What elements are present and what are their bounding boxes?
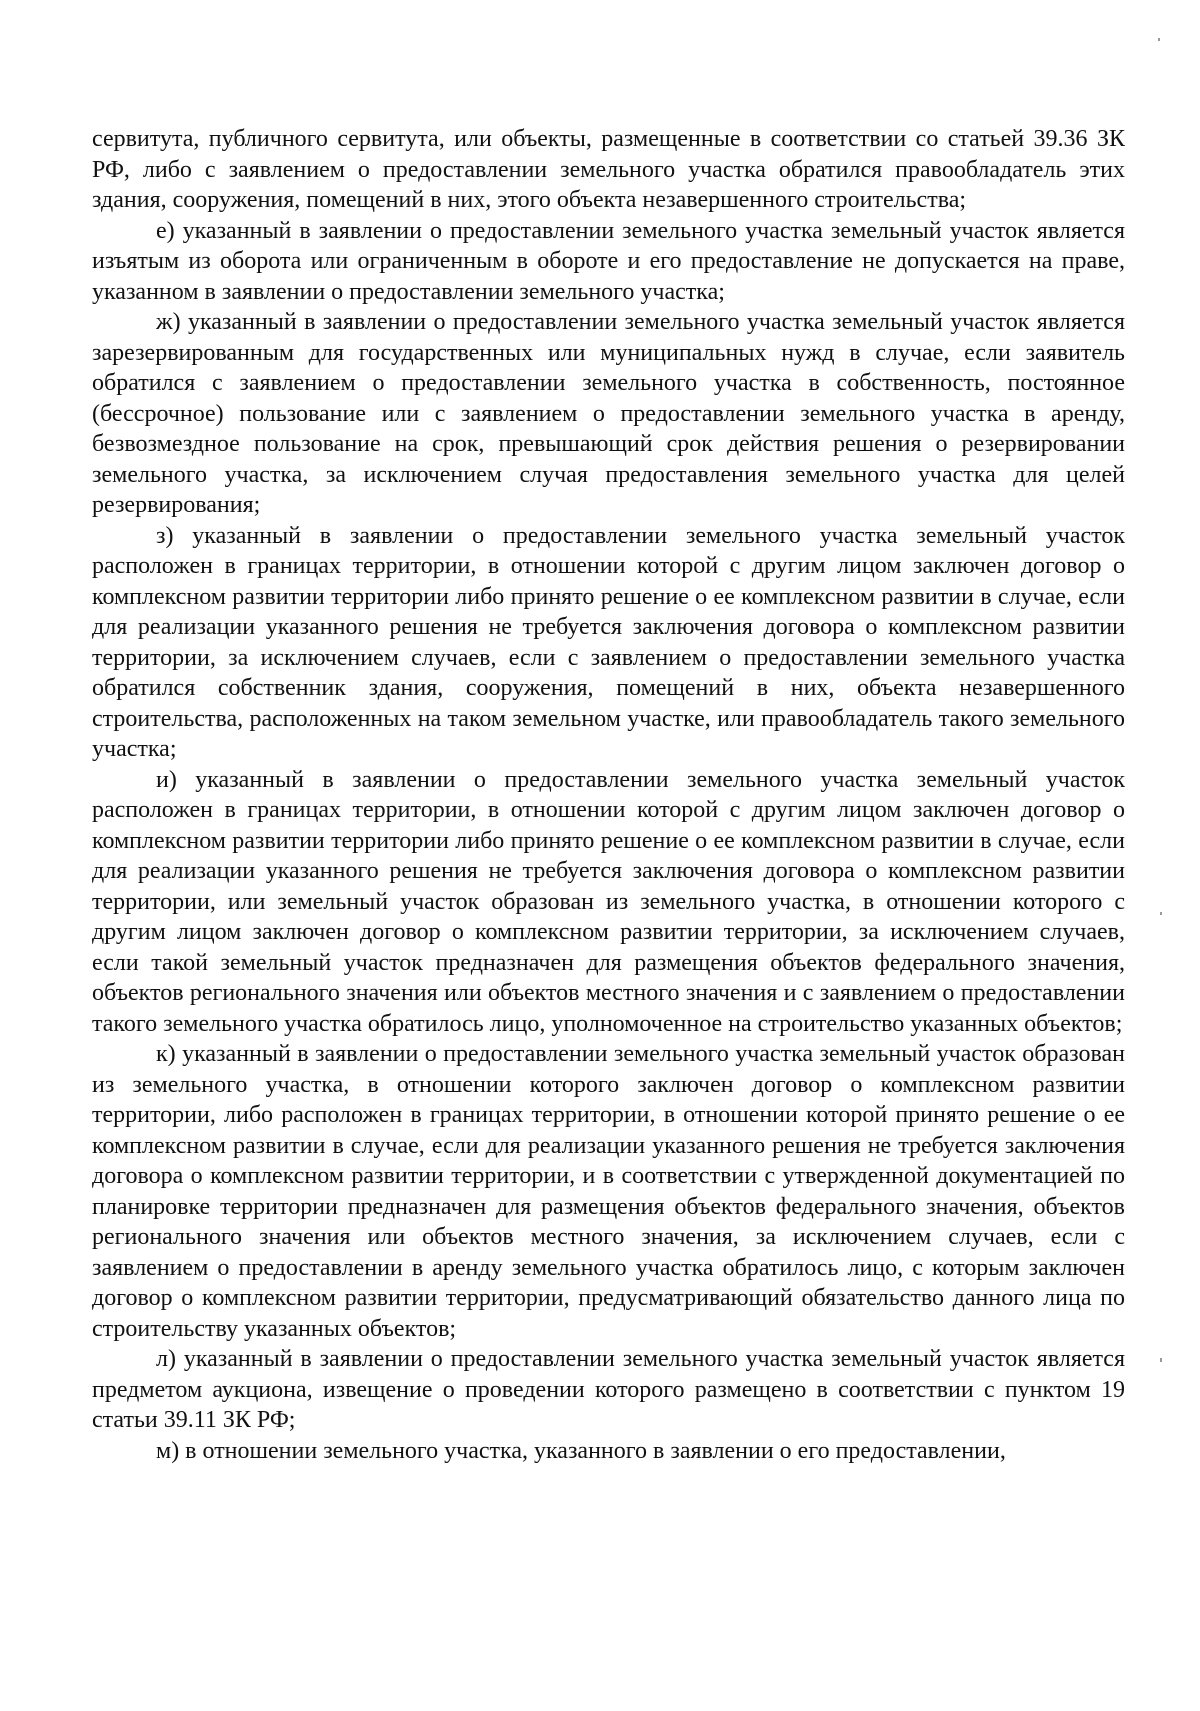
document-body bbox=[92, 124, 1125, 1466]
paragraph-continuation: сервитута, публичного сервитута, или объекты, размещенные в соответствии со статьей 39.36 ЗК РФ, либо с заявлением о предоставлении земельного участка обратился правообладатель этих здания, сооружения, помещений в них, этого объекта незавершенного строительства; bbox=[92, 126, 1125, 213]
scan-speck bbox=[1160, 1358, 1162, 1362]
scan-speck bbox=[1160, 912, 1162, 915]
paragraph-item-k: к) указанный в заявлении о предоставлении земельного участка земельный участок образован из земельного участка, в отношении которого заключен договор о комплексном развитии территории, либо расположен в границах территории, в отношении которой принято решение о ее комплексном развитии в случае, если для реализации указанного решения не требуется заключения договора о комплексном развитии территории, и в соответствии с утвержденной документацией по планировке территории предназначен для размещения объектов федерального значения, объектов регионального значения или объектов местного значения, за исключением случаев, если с заявлением о предоставлении в аренду земельного участка обратилось лицо, с которым заключен договор о комплексном развитии территории, предусматривающий обязательство данного лица по строительству указанных объектов; bbox=[92, 1041, 1125, 1342]
scan-speck bbox=[1158, 38, 1160, 41]
paragraph-item-l: л) указанный в заявлении о предоставлении земельного участка земельный участок является предметом аукциона, извещение о проведении которого размещено в соответствии с пунктом 19 статьи 39.11 ЗК РФ; bbox=[92, 1346, 1125, 1433]
paragraph-item-zh: ж) указанный в заявлении о предоставлении земельного участка земельный участок является зарезервированным для государственных или муниципальных нужд в случае, если заявитель обратился с заявлением о предоставлении земельного участка в собственность, постоянное (бессрочное) пользование или с заявлением о предоставлении земельного участка в аренду, безвозмездное пользование на срок, превышающий срок действия решения о резервировании земельного участка, за исключением случая предоставления земельного участка для целей резервирования; bbox=[92, 309, 1125, 518]
paragraph-item-e: е) указанный в заявлении о предоставлении земельного участка земельный участок является изъятым из оборота или ограниченным в обороте и его предоставление не допускается на праве, указанном в заявлении о предоставлении земельного участка; bbox=[92, 217, 1125, 305]
paragraph-item-z: з) указанный в заявлении о предоставлении земельного участка земельный участок расположен в границах территории, в отношении которой с другим лицом заключен договор о комплексном развитии территории либо принято решение о ее комплексном развитии в случае, если для реализации указанного решения не требуется заключения договора о комплексном развитии территории, за исключением случаев, если с заявлением о предоставлении земельного участка обратился собственник здания, сооружения, помещений в них, объекта незавершенного строительства, расположенных на таком земельном участке, или правообладатель такого земельного участка; bbox=[92, 522, 1125, 762]
paragraph-item-i: и) указанный в заявлении о предоставлении земельного участка земельный участок расположен в границах территории, в отношении которой с другим лицом заключен договор о комплексном развитии территории либо принято решение о ее комплексном развитии в случае, если для реализации указанного решения не требуется заключения договора о комплексном развитии территории, или земельный участок образован из земельного участка, в отношении которого с другим лицом заключен договор о комплексном развитии территории, за исключением случаев, если такой земельный участок предназначен для размещения объектов федерального значения, объектов регионального значения или объектов местного значения и с заявлением о предоставлении такого земельного участка обратилось лицо, уполномоченное на строительство указанных объектов; bbox=[92, 766, 1125, 1037]
paragraph-item-m: м) в отношении земельного участка, указанного в заявлении о его предоставлении, bbox=[156, 1437, 1006, 1464]
